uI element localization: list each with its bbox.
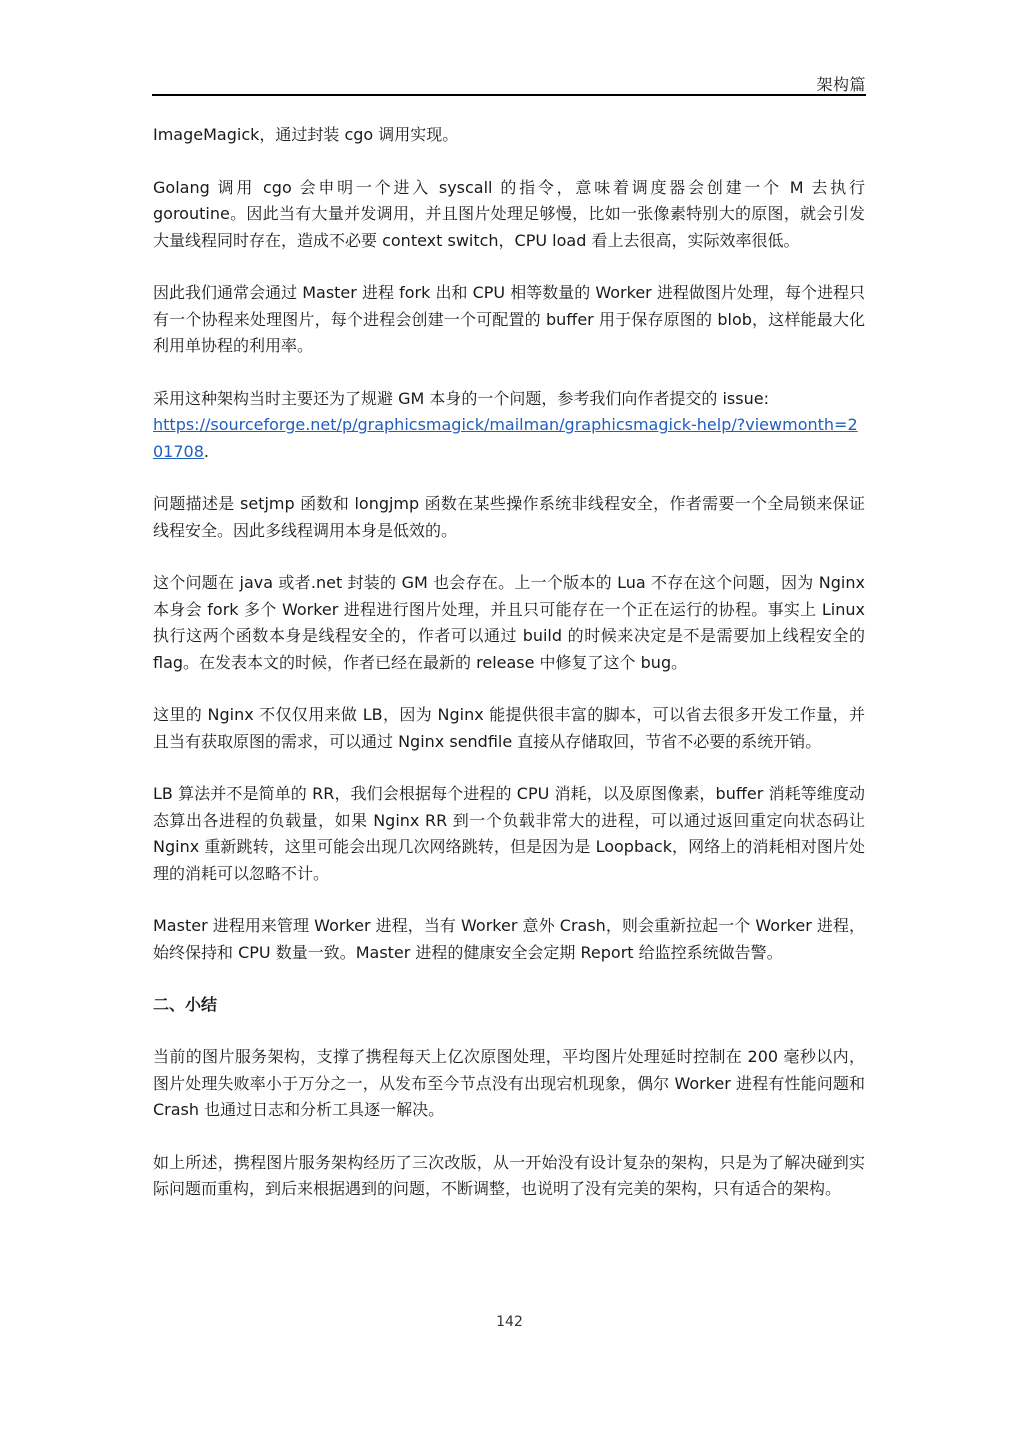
paragraph-master-manage: Master 进程用来管理 Worker 进程，当有 Worker 意外 Crash，则会重新拉起一个 Worker 进程，始终保持和 CPU 数量一致。Master 进程的健康安全会定期 Report 给监控系统做告警。: [153, 916, 865, 962]
issue-link[interactable]: https://sourceforge.net/p/graphicsmagick/mailman/graphicsmagick-help/?viewmonth=201708: [153, 415, 858, 461]
paragraph-gm-issue: [153, 386, 865, 466]
header-title: 架构篇: [816, 75, 866, 94]
paragraph-summary-current: 当前的图片服务架构，支撑了携程每天上亿次原图处理，平均图片处理延时控制在 200 毫秒以内，图片处理失败率小于万分之一，从发布至今节点没有出现宕机现象，偶尔 Worker 进程有性能问题和 Crash 也通过日志和分析工具逐一解决。: [153, 1047, 865, 1119]
page-header: [152, 68, 866, 96]
paragraph-cgo-syscall: Golang 调用 cgo 会申明一个进入 syscall 的指令，意味着调度器会创建一个 M 去执行 goroutine。因此当有大量并发调用，并且图片处理足够慢，比如一张像素特别大的原图，就会引发大量线程同时存在，造成不必要 context switch，CPU load 看上去很高，实际效率很低。: [153, 177, 865, 250]
paragraph-java-net: 这个问题在 java 或者.net 封装的 GM 也会存在。上一个版本的 Lua 不存在这个问题，因为 Nginx 本身会 fork 多个 Worker 进程进行图片处理，并且只可能存在一个正在运行的协程。事实上 Linux 执行这两个函数本身是线程安全的，作者可以通过 build 的时候来决定是不是需要加上线程安全的 flag。在发表本文的时候，作者已经在最新的 release 中修复了这个 bug。: [153, 573, 865, 672]
page-number: 142: [496, 1314, 523, 1330]
paragraph-lb-algorithm: LB 算法并不是简单的 RR，我们会根据每个进程的 CPU 消耗，以及原图像素，buffer 消耗等维度动态算出各进程的负载量，如果 Nginx RR 到一个负载非常大的进程，可以通过返回重定向状态码让 Nginx 重新跳转，这里可能会出现几次网络跳转，但是因为是 Loopback，网络上的消耗相对图片处理的消耗可以忽略不计。: [153, 784, 865, 883]
paragraph-nginx-lb: 这里的 Nginx 不仅仅用来做 LB，因为 Nginx 能提供很丰富的脚本，可以省去很多开发工作量，并且当有获取原图的需求，可以通过 Nginx sendfile 直接从存储取回，节省不必要的系统开销。: [153, 705, 865, 751]
paragraph-setjmp: 问题描述是 setjmp 函数和 longjmp 函数在某些操作系统非线程安全，作者需要一个全局锁来保证线程安全。因此多线程调用本身是低效的。: [153, 494, 865, 540]
paragraph-master-worker: 因此我们通常会通过 Master 进程 fork 出和 CPU 相等数量的 Worker 进程做图片处理，每个进程只有一个协程来处理图片，每个进程会创建一个可配置的 buffer 用于保存原图的 blob，这样能最大化利用单协程的利用率。: [153, 283, 865, 355]
paragraph-imagemagick: ImageMagick，通过封装 cgo 调用实现。: [153, 125, 459, 144]
paragraph-summary-conclusion: 如上所述，携程图片服务架构经历了三次改版，从一开始没有设计复杂的架构，只是为了解决碰到实际问题而重构，到后来根据遇到的问题，不断调整，也说明了没有完美的架构，只有适合的架构。: [153, 1152, 865, 1198]
issue-trailing: .: [203, 441, 209, 461]
section-heading-summary: 二、小结: [153, 995, 218, 1014]
issue-text: 采用这种架构当时主要还为了规避 GM 本身的一个问题，参考我们向作者提交的 issue:: [153, 388, 769, 408]
document-body: [153, 122, 865, 1229]
